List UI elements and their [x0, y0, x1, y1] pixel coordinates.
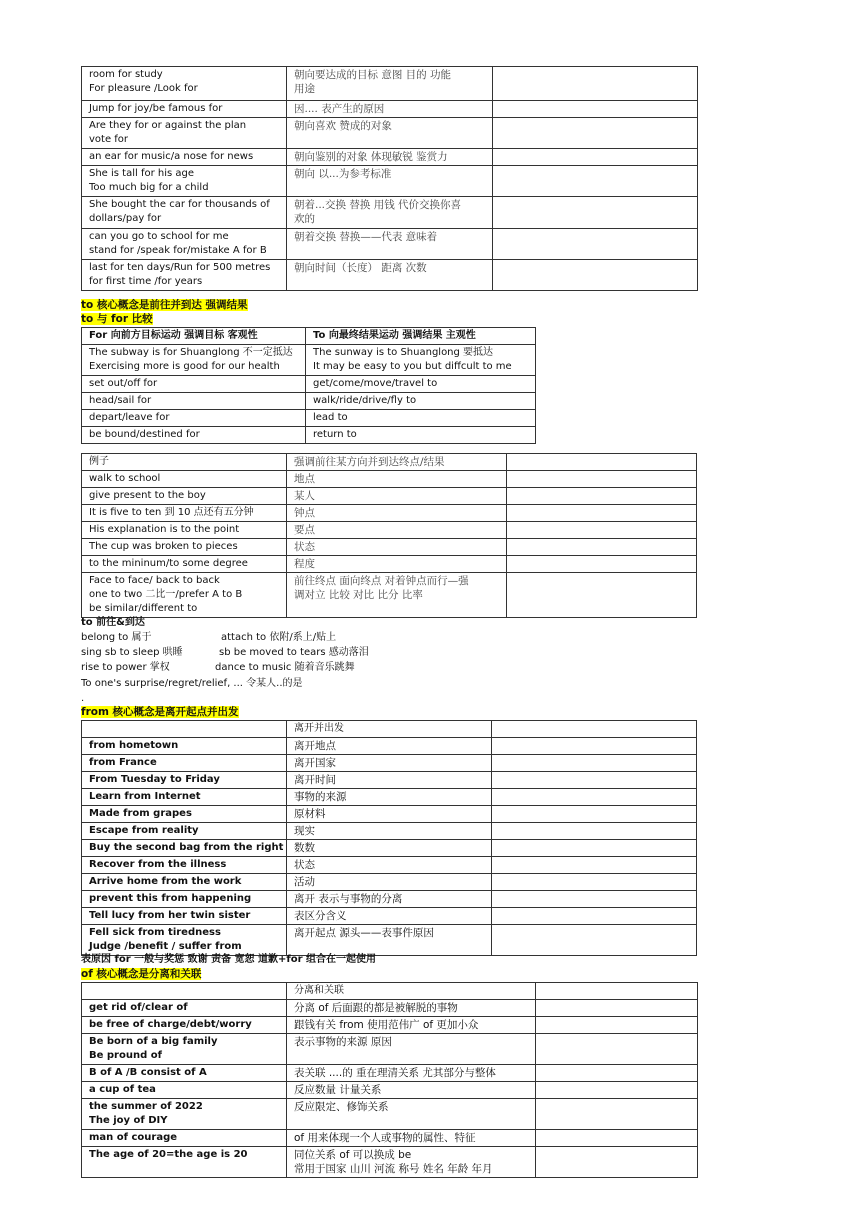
meaning-cell [287, 857, 492, 874]
cell-line: be bound/destined for [89, 429, 200, 440]
cell-line: 表示事物的来源 原因 [294, 1036, 392, 1048]
meaning-cell [287, 229, 493, 260]
cell-line: be similar/different to [89, 603, 198, 614]
cell-line: for first time /for years [89, 276, 203, 287]
to-notes-line-2: sing sb to sleep 哄睡 sb be moved to tears 感动落泪 [81, 647, 369, 658]
empty-cell [493, 67, 698, 101]
cell-line: The subway is for Shuanglong 不一定抵达 [89, 347, 293, 358]
table-header-row [82, 454, 697, 471]
cell-line: lead to [313, 412, 348, 423]
cell-line: 同位关系 of 可以换成 be [294, 1149, 412, 1161]
cell-line: 调对立 比较 对比 比分 比率 [294, 589, 423, 601]
table-row [82, 1065, 698, 1082]
meaning-cell [287, 539, 507, 556]
cell-line: walk to school [89, 473, 161, 484]
cell-line: Buy the second bag from the right [89, 842, 284, 853]
table-row [82, 260, 698, 291]
table-header-row [82, 328, 536, 345]
cell-line: 状态 [294, 541, 315, 553]
cell-line: room for study [89, 69, 163, 80]
cell-line: Exercising more is good for our health [89, 361, 280, 372]
empty-cell [536, 1147, 698, 1178]
cell-line: last for ten days/Run for 500 metres [89, 262, 271, 273]
cell-line: can you go to school for me [89, 231, 229, 242]
example-cell [82, 539, 287, 556]
meaning-cell [306, 393, 536, 410]
table-row [82, 393, 536, 410]
table-row [82, 891, 697, 908]
cell-line: man of courage [89, 1132, 178, 1143]
cell-line: Learn from Internet [89, 791, 201, 802]
empty-cell [536, 1065, 698, 1082]
cell-line: Tell lucy from her twin sister [89, 910, 251, 921]
table-row [82, 67, 698, 101]
meaning-cell [287, 166, 493, 197]
cell-line: Are they for or against the plan [89, 120, 247, 131]
meaning-cell [287, 573, 507, 618]
table-row [82, 410, 536, 427]
cell-line: return to [313, 429, 357, 440]
meaning-cell [287, 1147, 536, 1178]
meaning-cell [306, 410, 536, 427]
cell-line: 离开 表示与事物的分离 [294, 893, 403, 905]
empty-cell [536, 1099, 698, 1130]
meaning-cell [287, 908, 492, 925]
empty-cell [507, 573, 697, 618]
example-cell [82, 573, 287, 618]
empty-cell [493, 101, 698, 118]
cell-line: 程度 [294, 558, 315, 570]
meaning-cell [287, 1099, 536, 1130]
table-row [82, 471, 697, 488]
empty-cell [492, 840, 697, 857]
cell-line: 朝向鉴别的对象 体现敏锐 鉴赏力 [294, 151, 448, 163]
from-usage-table [81, 720, 697, 956]
cell-line: 朝向时间（长度） 距离 次数 [294, 262, 427, 274]
cell-line: the summer of 2022 [89, 1101, 203, 1112]
meaning-cell [306, 345, 536, 376]
table-row [82, 522, 697, 539]
cell-line: It may be easy to you but diffcult to me [313, 361, 512, 372]
of-core-heading: of 核心概念是分离和关联 [81, 968, 202, 980]
cell-line: 活动 [294, 876, 315, 888]
empty-cell [536, 1034, 698, 1065]
cell-line: vote for [89, 134, 129, 145]
cell-line: 数数 [294, 842, 315, 854]
table-row [82, 1130, 698, 1147]
header-cell: 分离和关联 [287, 983, 536, 1000]
cell-line: Arrive home from the work [89, 876, 242, 887]
table-row [82, 789, 697, 806]
cell-line: Jump for joy/be famous for [89, 103, 223, 114]
cell-line: The cup was broken to pieces [89, 541, 238, 552]
example-cell [82, 166, 287, 197]
example-cell [82, 806, 287, 823]
table-row [82, 505, 697, 522]
table-row [82, 806, 697, 823]
example-cell [82, 1130, 287, 1147]
header-cell: For 向前方目标运动 强调目标 客观性 [82, 328, 306, 345]
cell-line: 表关联 ....的 重在理清关系 尤其部分与整体 [294, 1067, 496, 1079]
header-cell [507, 454, 697, 471]
example-cell [82, 67, 287, 101]
for-usage-table [81, 66, 698, 291]
from-note: 表原因 for 一般与奖惩 致谢 责备 宽恕 道歉+for 组合在一起使用 [81, 954, 377, 965]
to-notes-line-1: belong to 属于 attach to 依附/系上/贴上 [81, 632, 337, 643]
cell-line: Face to face/ back to back [89, 575, 220, 586]
table-row [82, 840, 697, 857]
example-cell [82, 488, 287, 505]
meaning-cell [287, 1130, 536, 1147]
empty-cell [492, 823, 697, 840]
table-row [82, 166, 698, 197]
cell-line: 反应数量 计量关系 [294, 1084, 382, 1096]
meaning-cell [287, 1082, 536, 1099]
cell-line: give present to the boy [89, 490, 206, 501]
empty-cell [507, 539, 697, 556]
table-row [82, 101, 698, 118]
cell-line: stand for /speak for/mistake A for B [89, 245, 267, 256]
example-cell [82, 505, 287, 522]
cell-line: walk/ride/drive/fly to [313, 395, 417, 406]
example-cell [82, 891, 287, 908]
empty-cell [507, 471, 697, 488]
empty-cell [536, 1130, 698, 1147]
table-row [82, 925, 697, 956]
table-row [82, 755, 697, 772]
cell-line: be free of charge/debt/worry [89, 1019, 252, 1030]
cell-line: 钟点 [294, 507, 315, 519]
to-examples-table [81, 453, 697, 618]
table-row [82, 908, 697, 925]
meaning-cell [287, 556, 507, 573]
example-cell [82, 1034, 287, 1065]
example-cell [82, 772, 287, 789]
to-core-heading: to 核心概念是前往并到达 强调结果 [81, 299, 248, 311]
empty-cell [492, 908, 697, 925]
from-core-heading: from 核心概念是离开起点并出发 [81, 706, 239, 718]
table-row [82, 874, 697, 891]
cell-line: The joy of DIY [89, 1115, 168, 1126]
empty-cell [492, 874, 697, 891]
meaning-cell [287, 925, 492, 956]
header-cell [536, 983, 698, 1000]
empty-cell [493, 118, 698, 149]
example-cell [82, 118, 287, 149]
cell-line: one to two 二比一/prefer A to B [89, 589, 243, 600]
meaning-cell [287, 522, 507, 539]
cell-line: Fell sick from tiredness [89, 927, 221, 938]
cell-line: Recover from the illness [89, 859, 227, 870]
example-cell [82, 857, 287, 874]
empty-cell [493, 260, 698, 291]
for-to-compare-table [81, 327, 536, 444]
header-cell [82, 721, 287, 738]
cell-line: set out/off for [89, 378, 158, 389]
example-cell [82, 522, 287, 539]
cell-line: from France [89, 757, 157, 768]
header-cell: 离开并出发 [287, 721, 492, 738]
example-cell [82, 738, 287, 755]
meaning-cell [287, 1034, 536, 1065]
cell-line: 因.... 表产生的原因 [294, 103, 385, 115]
cell-line: B of A /B consist of A [89, 1067, 207, 1078]
meaning-cell [287, 505, 507, 522]
example-cell [82, 427, 306, 444]
meaning-cell [287, 488, 507, 505]
empty-cell [492, 857, 697, 874]
meaning-cell [287, 874, 492, 891]
table-row [82, 738, 697, 755]
example-cell [82, 393, 306, 410]
table-header-row [82, 721, 697, 738]
cell-line: 朝向要达成的目标 意图 目的 功能 [294, 69, 452, 81]
example-cell [82, 410, 306, 427]
cell-line: Be pround of [89, 1050, 162, 1061]
table-row [82, 823, 697, 840]
cell-line: It is five to ten 到 10 点还有五分钟 [89, 507, 254, 518]
empty-cell [492, 755, 697, 772]
table-row [82, 857, 697, 874]
table-row [82, 1000, 698, 1017]
cell-line: 跟钱有关 from 使用范伟广 of 更加小众 [294, 1019, 479, 1031]
empty-cell [507, 522, 697, 539]
example-cell [82, 1000, 287, 1017]
cell-line: 分离 of 后面跟的都是被解脱的事物 [294, 1002, 458, 1014]
cell-line: The sunway is to Shuanglong 要抵达 [313, 347, 494, 358]
cell-line: depart/leave for [89, 412, 170, 423]
empty-cell [536, 1000, 698, 1017]
cell-line: She is tall for his age [89, 168, 195, 179]
table-row [82, 539, 697, 556]
meaning-cell [287, 260, 493, 291]
table-row [82, 1082, 698, 1099]
meaning-cell [287, 1000, 536, 1017]
cell-line: from hometown [89, 740, 179, 751]
example-cell [82, 376, 306, 393]
example-cell [82, 1017, 287, 1034]
meaning-cell [306, 427, 536, 444]
cell-line: 欢的 [294, 213, 315, 225]
cell-line: 状态 [294, 859, 315, 871]
cell-line: an ear for music/a nose for news [89, 151, 254, 162]
meaning-cell [287, 197, 493, 229]
example-cell [82, 471, 287, 488]
cell-line: For pleasure /Look for [89, 83, 198, 94]
meaning-cell [287, 823, 492, 840]
meaning-cell [287, 738, 492, 755]
cell-line: of 用来体现一个人或事物的属性、特征 [294, 1132, 476, 1144]
cell-line: Made from grapes [89, 808, 192, 819]
example-cell [82, 345, 306, 376]
empty-cell [492, 738, 697, 755]
empty-cell [493, 229, 698, 260]
cell-line: 原材料 [294, 808, 326, 820]
cell-line: 离开时间 [294, 774, 336, 786]
of-usage-table [81, 982, 698, 1178]
meaning-cell [287, 806, 492, 823]
example-cell [82, 840, 287, 857]
cell-line: get/come/move/travel to [313, 378, 438, 389]
empty-cell [536, 1082, 698, 1099]
table-row [82, 427, 536, 444]
cell-line: 前往终点 面向终点 对着钟点而行—强 [294, 575, 469, 587]
cell-line: Be born of a big family [89, 1036, 218, 1047]
example-cell [82, 229, 287, 260]
table-row [82, 1099, 698, 1130]
example-cell [82, 556, 287, 573]
example-cell [82, 908, 287, 925]
empty-cell [493, 197, 698, 229]
table-row [82, 1034, 698, 1065]
meaning-cell [287, 1065, 536, 1082]
example-cell [82, 925, 287, 956]
cell-line: 离开地点 [294, 740, 336, 752]
meaning-cell [287, 67, 493, 101]
cell-line: His explanation is to the point [89, 524, 240, 535]
table-row [82, 1017, 698, 1034]
cell-line: 朝着...交换 替换 用钱 代价交换你喜 [294, 199, 462, 211]
empty-cell [536, 1017, 698, 1034]
table-row [82, 488, 697, 505]
cell-line: 离开国家 [294, 757, 336, 769]
table-row [82, 573, 697, 618]
example-cell [82, 101, 287, 118]
example-cell [82, 874, 287, 891]
meaning-cell [287, 789, 492, 806]
example-cell [82, 789, 287, 806]
empty-cell [493, 166, 698, 197]
cell-line: 地点 [294, 473, 315, 485]
cell-line: Too much big for a child [89, 182, 209, 193]
stray-dot: . [81, 693, 85, 704]
empty-cell [507, 488, 697, 505]
cell-line: to the mininum/to some degree [89, 558, 248, 569]
table-row [82, 229, 698, 260]
cell-line: From Tuesday to Friday [89, 774, 220, 785]
cell-line: 朝着交换 替换——代表 意味着 [294, 231, 438, 243]
cell-line: Escape from reality [89, 825, 199, 836]
example-cell [82, 823, 287, 840]
example-cell [82, 260, 287, 291]
header-cell [492, 721, 697, 738]
empty-cell [492, 789, 697, 806]
cell-line: 某人 [294, 490, 315, 502]
to-notes-line-3: rise to power 掌权 dance to music 随着音乐跳舞 [81, 662, 355, 673]
to-notes-title: to 前往&到达 [81, 617, 145, 628]
table-row [82, 772, 697, 789]
to-notes-line-4: To one's surprise/regret/relief, ... 令某人..的是 [81, 678, 303, 689]
to-for-compare-heading: to 与 for 比较 [81, 313, 153, 325]
meaning-cell [306, 376, 536, 393]
empty-cell [492, 772, 697, 789]
table-row [82, 118, 698, 149]
cell-line: head/sail for [89, 395, 152, 406]
empty-cell [492, 925, 697, 956]
table-row [82, 556, 697, 573]
empty-cell [507, 505, 697, 522]
header-cell [82, 983, 287, 1000]
cell-line: 朝向喜欢 赞成的对象 [294, 120, 392, 132]
cell-line: 反应限定、修饰关系 [294, 1101, 389, 1113]
cell-line: 表区分含义 [294, 910, 347, 922]
cell-line: 现实 [294, 825, 315, 837]
cell-line: dollars/pay for [89, 213, 162, 224]
cell-line: She bought the car for thousands of [89, 199, 270, 210]
meaning-cell [287, 471, 507, 488]
meaning-cell [287, 118, 493, 149]
header-cell: 例子 [82, 454, 287, 471]
meaning-cell [287, 755, 492, 772]
cell-line: 用途 [294, 83, 315, 95]
table-row [82, 1147, 698, 1178]
table-row [82, 149, 698, 166]
empty-cell [492, 891, 697, 908]
cell-line: 事物的来源 [294, 791, 347, 803]
meaning-cell [287, 840, 492, 857]
cell-line: 离开起点 源头——表事件原因 [294, 927, 434, 939]
table-row [82, 376, 536, 393]
meaning-cell [287, 101, 493, 118]
table-row [82, 197, 698, 229]
cell-line: The age of 20=the age is 20 [89, 1149, 248, 1160]
cell-line: Judge /benefit / suffer from [89, 941, 242, 952]
cell-line: 常用于国家 山川 河流 称号 姓名 年龄 年月 [294, 1163, 493, 1175]
table-header-row [82, 983, 698, 1000]
empty-cell [493, 149, 698, 166]
meaning-cell [287, 891, 492, 908]
example-cell [82, 1065, 287, 1082]
cell-line: a cup of tea [89, 1084, 156, 1095]
table-row [82, 345, 536, 376]
example-cell [82, 1082, 287, 1099]
example-cell [82, 1147, 287, 1178]
example-cell [82, 149, 287, 166]
cell-line: 要点 [294, 524, 315, 536]
example-cell [82, 197, 287, 229]
cell-line: prevent this from happening [89, 893, 252, 904]
meaning-cell [287, 772, 492, 789]
example-cell [82, 755, 287, 772]
example-cell [82, 1099, 287, 1130]
header-cell: 强调前往某方向并到达终点/结果 [287, 454, 507, 471]
empty-cell [492, 806, 697, 823]
meaning-cell [287, 149, 493, 166]
cell-line: get rid of/clear of [89, 1002, 188, 1013]
empty-cell [507, 556, 697, 573]
meaning-cell [287, 1017, 536, 1034]
cell-line: 朝向 以...为参考标准 [294, 168, 392, 180]
header-cell: To 向最终结果运动 强调结果 主观性 [306, 328, 536, 345]
